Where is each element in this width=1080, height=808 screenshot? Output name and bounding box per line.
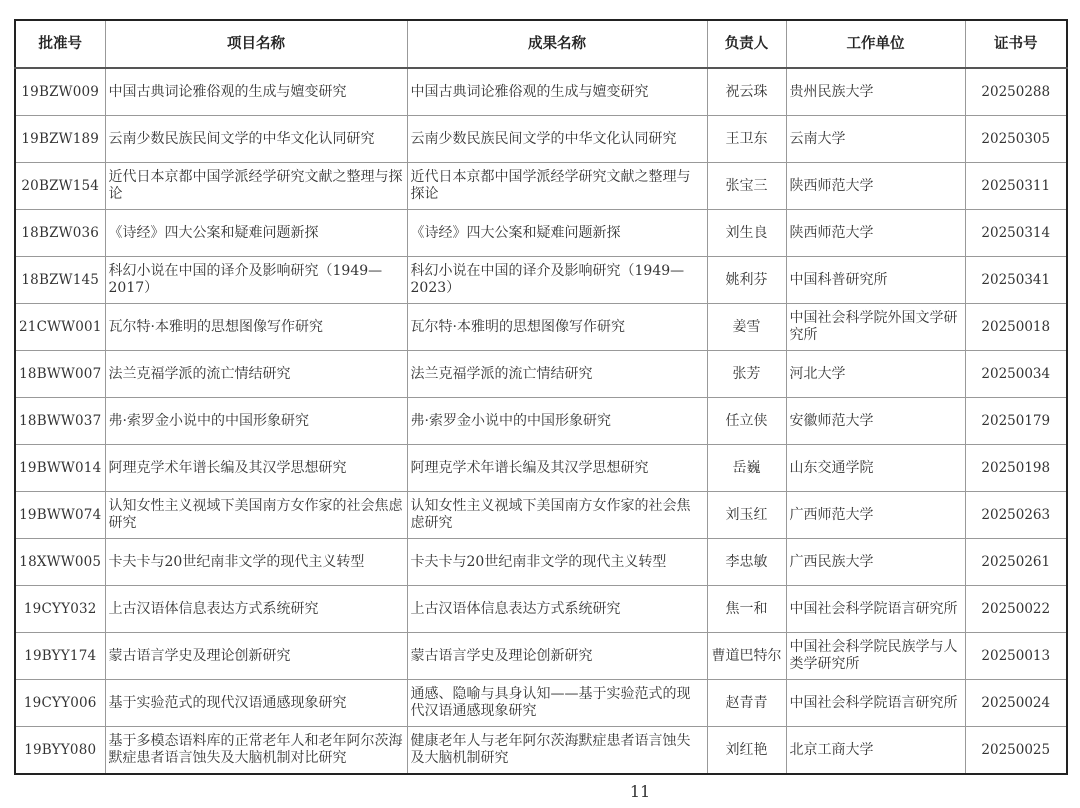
certificate-number: 20250288 [965, 68, 1067, 116]
person-in-charge: 祝云珠 [707, 68, 786, 116]
work-unit: 安徽师范大学 [786, 398, 965, 445]
work-unit: 中国科普研究所 [786, 257, 965, 304]
certificate-number: 20250305 [965, 116, 1067, 163]
approval-number: 18BZW036 [15, 210, 105, 257]
table-row [15, 68, 1067, 116]
person-in-charge: 刘生良 [707, 210, 786, 257]
person-in-charge: 任立侠 [707, 398, 786, 445]
table-row [15, 116, 1067, 163]
certificate-number: 20250034 [965, 351, 1067, 398]
work-unit: 广西师范大学 [786, 492, 965, 539]
approval-number: 19BWW074 [15, 492, 105, 539]
result-name: 卡夫卡与20世纪南非文学的现代主义转型 [407, 539, 707, 586]
approval-number: 19BZW009 [15, 68, 105, 116]
certificate-number: 20250261 [965, 539, 1067, 586]
person-in-charge: 张宝三 [707, 163, 786, 210]
work-unit: 陕西师范大学 [786, 163, 965, 210]
certificate-number: 20250025 [965, 727, 1067, 775]
certificate-number: 20250263 [965, 492, 1067, 539]
table-row [15, 445, 1067, 492]
result-name: 弗·索罗金小说中的中国形象研究 [407, 398, 707, 445]
certificate-number: 20250179 [965, 398, 1067, 445]
certificate-number: 20250024 [965, 680, 1067, 727]
work-unit: 中国社会科学院民族学与人类学研究所 [786, 633, 965, 680]
table-row [15, 304, 1067, 351]
work-unit: 山东交通学院 [786, 445, 965, 492]
table-row [15, 210, 1067, 257]
table-row [15, 727, 1067, 775]
result-name: 《诗经》四大公案和疑难问题新探 [407, 210, 707, 257]
work-unit: 陕西师范大学 [786, 210, 965, 257]
person-in-charge: 刘玉红 [707, 492, 786, 539]
result-name: 阿理克学术年谱长编及其汉学思想研究 [407, 445, 707, 492]
work-unit: 中国社会科学院语言研究所 [786, 586, 965, 633]
certificate-number: 20250022 [965, 586, 1067, 633]
approval-number: 18BZW145 [15, 257, 105, 304]
result-name: 瓦尔特·本雅明的思想图像写作研究 [407, 304, 707, 351]
certificate-number: 20250341 [965, 257, 1067, 304]
person-in-charge: 姚利芬 [707, 257, 786, 304]
project-name: 卡夫卡与20世纪南非文学的现代主义转型 [105, 539, 407, 586]
approval-number: 19BYY174 [15, 633, 105, 680]
header-certificate-number: 证书号 [965, 20, 1067, 68]
table-row [15, 539, 1067, 586]
work-unit: 贵州民族大学 [786, 68, 965, 116]
table-row [15, 257, 1067, 304]
project-name: 云南少数民族民间文学的中华文化认同研究 [105, 116, 407, 163]
result-name: 健康老年人与老年阿尔茨海默症患者语言蚀失及大脑机制研究 [407, 727, 707, 775]
work-unit: 中国社会科学院外国文学研究所 [786, 304, 965, 351]
person-in-charge: 曹道巴特尔 [707, 633, 786, 680]
approval-number: 19BYY080 [15, 727, 105, 775]
work-unit: 北京工商大学 [786, 727, 965, 775]
person-in-charge: 焦一和 [707, 586, 786, 633]
table-row [15, 680, 1067, 727]
person-in-charge: 王卫东 [707, 116, 786, 163]
result-name: 蒙古语言学史及理论创新研究 [407, 633, 707, 680]
header-person-in-charge: 负责人 [707, 20, 786, 68]
project-name: 瓦尔特·本雅明的思想图像写作研究 [105, 304, 407, 351]
header-result-name: 成果名称 [407, 20, 707, 68]
person-in-charge: 刘红艳 [707, 727, 786, 775]
award-results-table [14, 19, 1068, 775]
approval-number: 20BZW154 [15, 163, 105, 210]
result-name: 通感、隐喻与具身认知——基于实验范式的现代汉语通感现象研究 [407, 680, 707, 727]
table-row [15, 492, 1067, 539]
header-project-name: 项目名称 [105, 20, 407, 68]
header-work-unit: 工作单位 [786, 20, 965, 68]
page-number: 11 [629, 782, 651, 801]
certificate-number: 20250314 [965, 210, 1067, 257]
table-header-row [15, 20, 1067, 68]
certificate-number: 20250013 [965, 633, 1067, 680]
header-approval-number: 批准号 [15, 20, 105, 68]
project-name: 基于多模态语料库的正常老年人和老年阿尔茨海默症患者语言蚀失及大脑机制对比研究 [105, 727, 407, 775]
table-row [15, 398, 1067, 445]
approval-number: 18BWW037 [15, 398, 105, 445]
project-name: 《诗经》四大公案和疑难问题新探 [105, 210, 407, 257]
approval-number: 18XWW005 [15, 539, 105, 586]
project-name: 科幻小说在中国的译介及影响研究（1949—2017） [105, 257, 407, 304]
certificate-number: 20250018 [965, 304, 1067, 351]
certificate-number: 20250311 [965, 163, 1067, 210]
result-name: 中国古典词论雅俗观的生成与嬗变研究 [407, 68, 707, 116]
project-name: 法兰克福学派的流亡情结研究 [105, 351, 407, 398]
project-name: 认知女性主义视域下美国南方女作家的社会焦虑研究 [105, 492, 407, 539]
result-name: 科幻小说在中国的译介及影响研究（1949—2023） [407, 257, 707, 304]
approval-number: 19BWW014 [15, 445, 105, 492]
table-row [15, 633, 1067, 680]
person-in-charge: 赵青青 [707, 680, 786, 727]
result-name: 近代日本京都中国学派经学研究文献之整理与探论 [407, 163, 707, 210]
result-name: 云南少数民族民间文学的中华文化认同研究 [407, 116, 707, 163]
project-name: 上古汉语体信息表达方式系统研究 [105, 586, 407, 633]
certificate-number: 20250198 [965, 445, 1067, 492]
approval-number: 21CWW001 [15, 304, 105, 351]
work-unit: 广西民族大学 [786, 539, 965, 586]
result-name: 法兰克福学派的流亡情结研究 [407, 351, 707, 398]
person-in-charge: 姜雪 [707, 304, 786, 351]
work-unit: 中国社会科学院语言研究所 [786, 680, 965, 727]
project-name: 蒙古语言学史及理论创新研究 [105, 633, 407, 680]
table-row [15, 163, 1067, 210]
person-in-charge: 岳巍 [707, 445, 786, 492]
work-unit: 云南大学 [786, 116, 965, 163]
person-in-charge: 张芳 [707, 351, 786, 398]
approval-number: 18BWW007 [15, 351, 105, 398]
approval-number: 19BZW189 [15, 116, 105, 163]
project-name: 弗·索罗金小说中的中国形象研究 [105, 398, 407, 445]
approval-number: 19CYY006 [15, 680, 105, 727]
project-name: 阿理克学术年谱长编及其汉学思想研究 [105, 445, 407, 492]
result-name: 上古汉语体信息表达方式系统研究 [407, 586, 707, 633]
table-row [15, 586, 1067, 633]
approval-number: 19CYY032 [15, 586, 105, 633]
table-row [15, 351, 1067, 398]
person-in-charge: 李忠敏 [707, 539, 786, 586]
project-name: 中国古典词论雅俗观的生成与嬗变研究 [105, 68, 407, 116]
project-name: 基于实验范式的现代汉语通感现象研究 [105, 680, 407, 727]
work-unit: 河北大学 [786, 351, 965, 398]
result-name: 认知女性主义视域下美国南方女作家的社会焦虑研究 [407, 492, 707, 539]
project-name: 近代日本京都中国学派经学研究文献之整理与探论 [105, 163, 407, 210]
